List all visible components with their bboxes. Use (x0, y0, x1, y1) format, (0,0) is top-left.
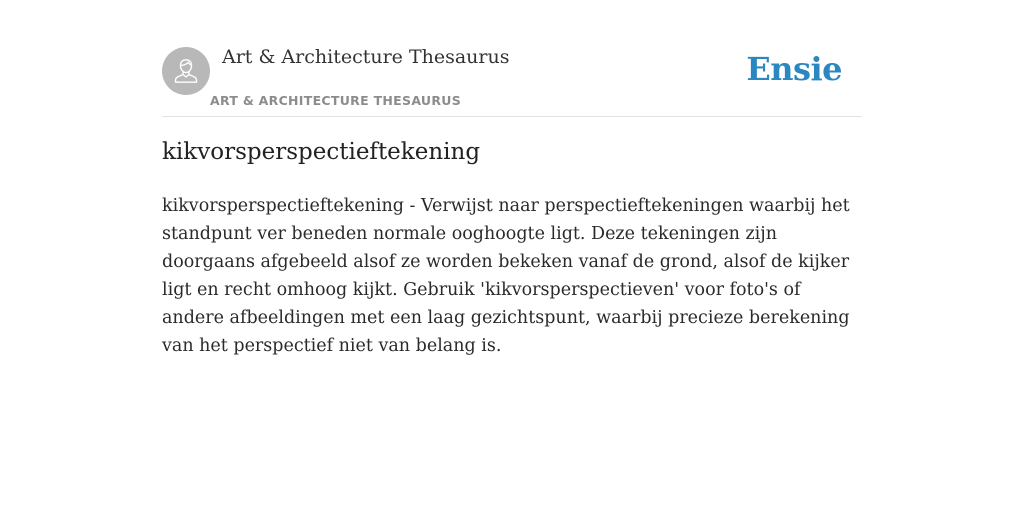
avatar[interactable] (162, 47, 210, 95)
user-silhouette-icon (171, 56, 201, 86)
page-title: kikvorsperspectieftekening (162, 139, 481, 165)
category-link[interactable]: ART & ARCHITECTURE THESAURUS (210, 93, 462, 108)
author-link[interactable]: Art & Architecture Thesaurus (222, 46, 510, 68)
article-body: kikvorsperspectieftekening - Verwijst naar perspectieftekeningen waarbij het standpunt ver beneden normale ooghoogte ligt. Deze tekeningen zijn doorgaans afgebeeld alsof ze worden bekeken vanaf de grond, alsof de kijker ligt en recht omhoog kijkt. Gebruik 'kikvorsperspectieven' voor foto's of andere afbeeldingen met een laag gezichtspunt, waarbij precieze berekening van het perspectief niet van belang is. (162, 196, 850, 356)
ensie-logo[interactable]: Ensie (746, 50, 842, 88)
header (162, 0, 862, 117)
